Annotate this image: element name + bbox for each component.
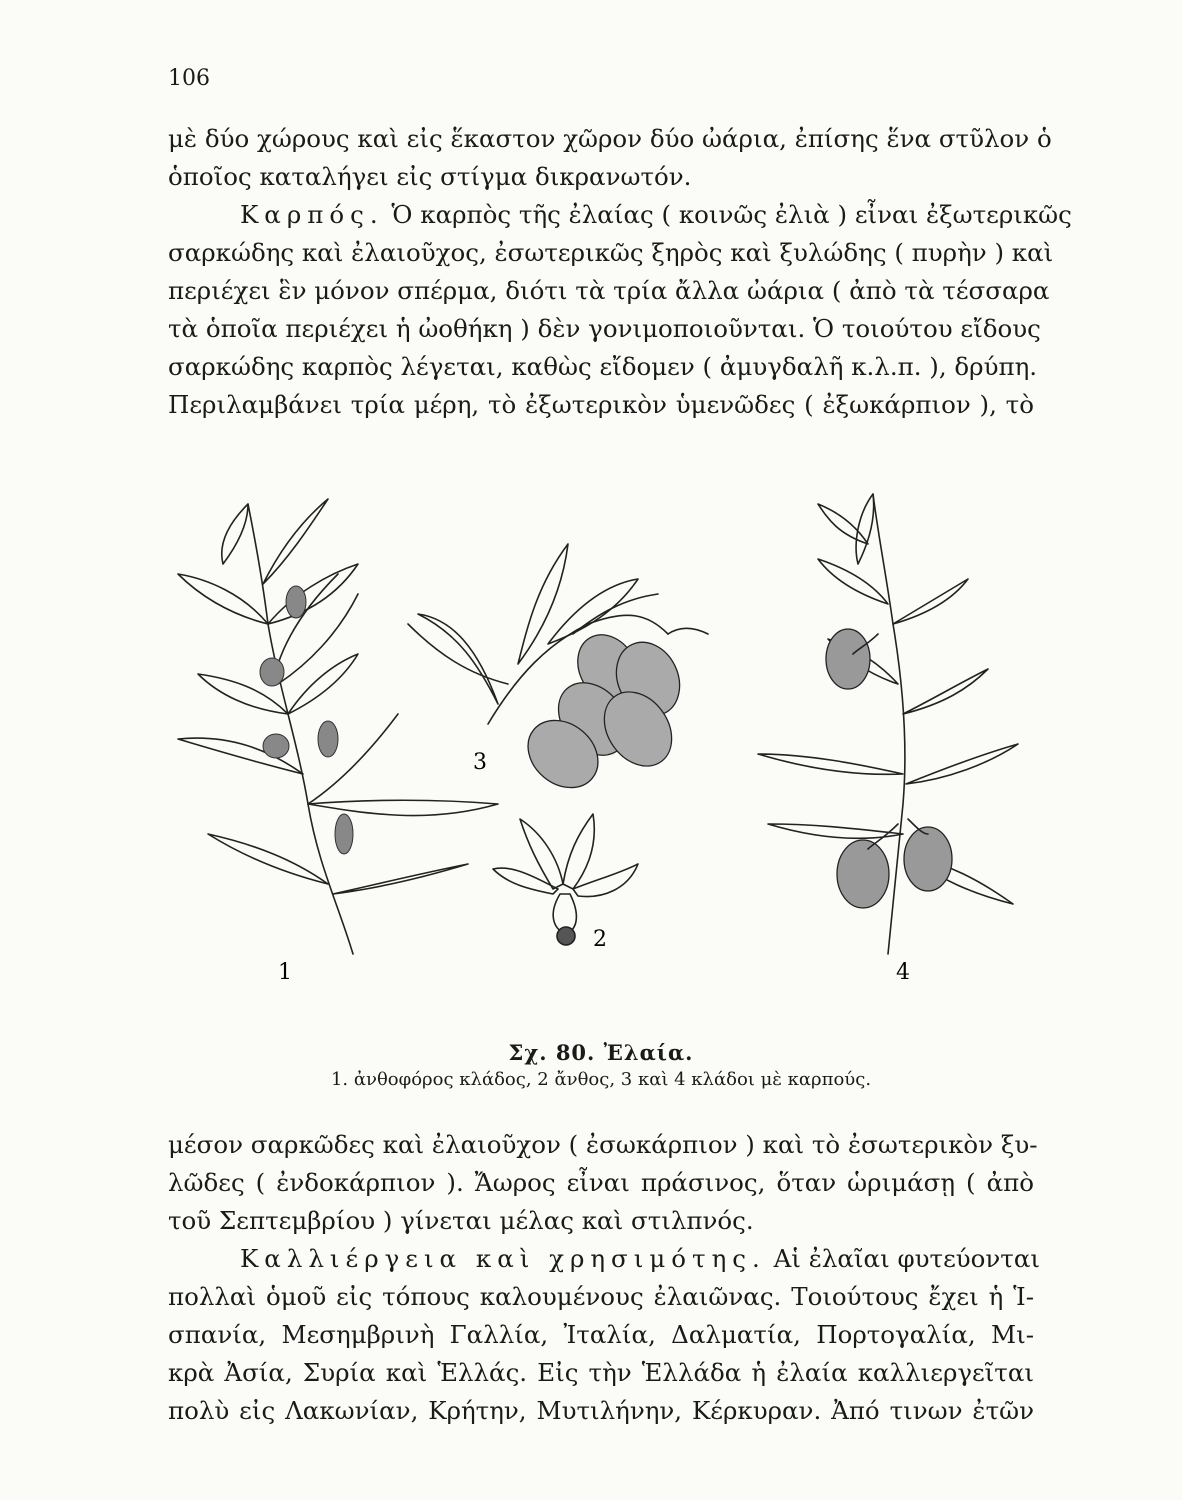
- caption-text: 1. ἀνθοφόρος κλάδος, 2 ἄνθος, 3 καὶ 4 κλάδοι μὲ καρπούς.: [330, 1069, 872, 1090]
- text-line: περιέχει ἓν μόνον σπέρμα, διότι τὰ τρία ἄλλα ὠάρια ( ἀπὸ τὰ τέσσαρα: [168, 276, 1050, 305]
- bottom-text-block: [168, 1126, 1040, 1430]
- top-text-block: [168, 120, 1072, 424]
- olive-illustration: [168, 484, 1034, 1004]
- text-line: πολὺ εἰς Λακωνίαν, Κρήτην, Μυτιλήνην, Κέρκυραν. Ἀπό τινων ἐτῶν: [168, 1396, 1034, 1425]
- fruit-branch-3-drawing: [408, 544, 708, 801]
- karpos-first-line-text: Ὁ καρπὸς τῆς ἐλαίας ( κοινῶς ἐλιὰ ) εἶναι ἐξωτερικῶς: [391, 200, 1072, 229]
- text-line: Περιλαμβάνει τρία μέρη, τὸ ἐξωτερικὸν ὑμενῶδες ( ἐξωκάρπιον ), τὸ: [168, 390, 1034, 419]
- cultivation-first-line: [168, 1240, 1040, 1278]
- text-line: λῶδες ( ἐνδοκάρπιον ). Ἄωρος εἶναι πράσινος, ὅταν ὡριμάσῃ ( ἀπὸ: [168, 1168, 1034, 1197]
- page-number: 106: [168, 66, 210, 91]
- text-line: κρὰ Ἀσία, Συρία καὶ Ἑλλάς. Εἰς τὴν Ἑλλάδα ἡ ἐλαία καλλιεργεῖται: [168, 1358, 1034, 1387]
- text-line: τὰ ὁποῖα περιέχει ἡ ὠοθήκη ) δὲν γονιμοποιοῦνται. Ὁ τοιούτου εἴδους: [168, 314, 1041, 343]
- karpos-first-line: [168, 196, 1072, 234]
- figure-label-3: 3: [473, 750, 487, 775]
- text-line: σαρκώδης καὶ ἐλαιοῦχος, ἐσωτερικῶς ξηρὸς καὶ ξυλώδης ( πυρὴν ) καὶ: [168, 238, 1054, 267]
- text-line: μὲ δύο χώρους καὶ εἰς ἕκαστον χῶρον δύο ὠάρια, ἐπίσης ἕνα στῦλον ὁ: [168, 124, 1052, 153]
- text-line: τοῦ Σεπτεμβρίου ) γίνεται μέλας καὶ στιλπνός.: [168, 1206, 754, 1235]
- fruit-branch-4-drawing: [758, 494, 1018, 954]
- cultivation-heading: Καλλιέργεια καὶ χρησιμότης.: [240, 1244, 766, 1273]
- figure-label-1: 1: [278, 960, 292, 985]
- text-line: σπανία, Μεσημβρινὴ Γαλλία, Ἰταλία, Δαλματία, Πορτογαλία, Μι-: [168, 1320, 1034, 1349]
- figure-label-4: 4: [896, 960, 910, 985]
- flower-drawing: [493, 814, 638, 945]
- figure-caption: [168, 1040, 1034, 1090]
- figure-label-2: 2: [593, 927, 607, 952]
- text-line: ὁποῖος καταλήγει εἰς στίγμα δικρανωτόν.: [168, 162, 692, 191]
- caption-title: Σχ. 80. Ἐλαία.: [508, 1040, 694, 1065]
- text-line: πολλαὶ ὁμοῦ εἰς τόπους καλουμένους ἐλαιῶνας. Τοιούτους ἔχει ἡ Ἱ-: [168, 1282, 1034, 1311]
- text-line: σαρκώδης καρπὸς λέγεται, καθὼς εἴδομεν ( ἀμυγδαλῆ κ.λ.π. ), δρύπη.: [168, 352, 1038, 381]
- karpos-heading: Καρπός.: [240, 200, 384, 229]
- flowering-branch-drawing: [178, 499, 498, 954]
- text-line: μέσον σαρκῶδες καὶ ἐλαιοῦχον ( ἐσωκάρπιον ) καὶ τὸ ἐσωτερικὸν ξυ-: [168, 1130, 1038, 1159]
- cultivation-first-line-text: Αἱ ἐλαῖαι φυτεύονται: [773, 1244, 1040, 1273]
